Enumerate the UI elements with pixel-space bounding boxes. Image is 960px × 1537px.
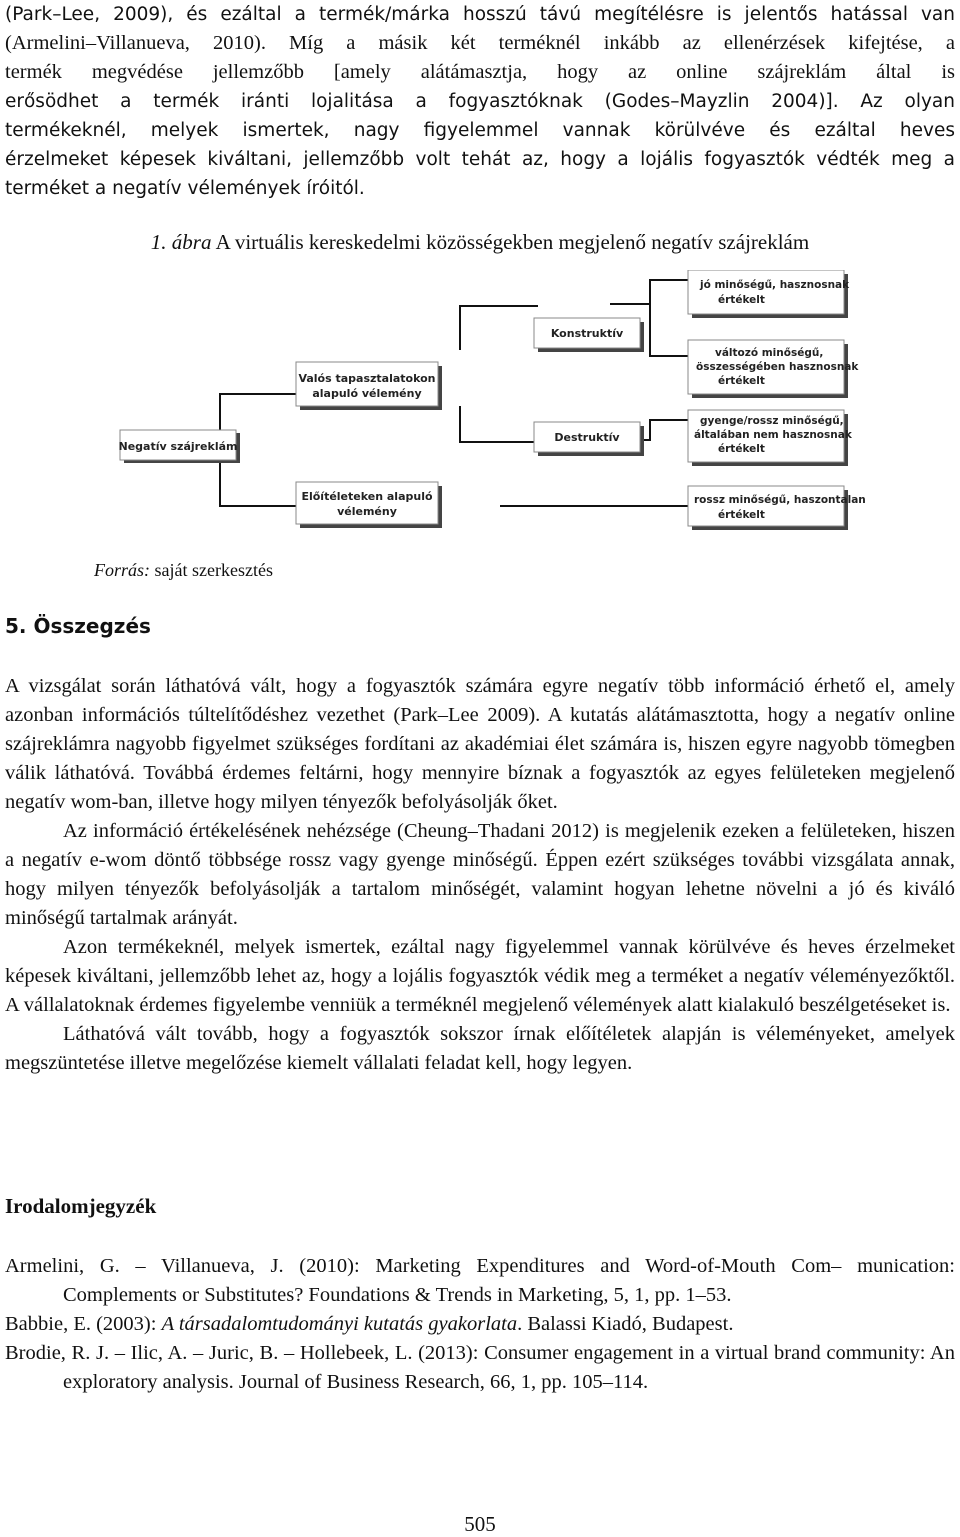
summary-paragraph: Az információ értékelésének nehézsége (Cheung–Thadani 2012) is megjelenik ezeken a felületeken, hiszen a negatív e-wom döntő többsége rossz vagy gyenge minőségű. Éppen ezért szükséges további vizsgálata annak, hogy milyen tényezők befolyásolják a tartalom minőségét, valamint hogyan lehetne növelni a jó és kiváló minőségű tartalmak arányát. (5, 820, 955, 929)
figure-source-text: saját szerkesztés (154, 560, 273, 580)
node-leaf-bad-label: rossz minőségű, haszontalan (694, 494, 866, 506)
figure-diagram (90, 270, 870, 540)
intro-line: termék megvédése jellemzőbb [amely alátámasztja, hogy az online szájreklám által is (5, 61, 955, 83)
figure-source (94, 560, 273, 581)
reference-publisher: . Balassi Kiadó, Budapest. (517, 1313, 734, 1335)
node-destructive-label: Destruktív (554, 431, 620, 444)
intro-line: érzelmeket képesek kiváltani, jellemzőbb volt tehát az, hogy a lojális fogyasztók védték meg a (5, 149, 955, 170)
node-leaf-bad-label: értékelt (718, 509, 765, 521)
figure-source-label: Forrás: (94, 560, 151, 580)
node-leaf-good-label: értékelt (718, 294, 765, 306)
reference-title: A társadalomtudományi kutatás gyakorlata (161, 1313, 518, 1335)
summary-section (5, 672, 955, 1078)
node-leaf-weak-label: általában nem hasznosnak (694, 429, 852, 441)
summary-paragraph: A vizsgálat során láthatóvá vált, hogy a fogyasztók számára egyre negatív több információ érhető el, amely azonban információs túltelítődéshez vezethet (Park–Lee 2009). A kutatás alátámasztotta, hogy a negatív online szájreklámra nagyobb figyelmet szükséges fordítani az akadémiai élet számára is, hiszen egyre nagyobb tömegben válik láthatóvá. Továbbá érdemes feltárni, hogy mennyire bíznak a fogyasztók az egyes felületeken megjelenő negatív wom-ban, illetve hogy milyen tényezők befolyásolják őket. (5, 675, 955, 813)
node-prejudice-label: Előítéleteken alapuló (301, 490, 433, 503)
node-leaf-varied-label: változó minőségű, (715, 347, 824, 359)
section-heading-references: Irodalomjegyzék (5, 1194, 157, 1218)
intro-line: erősödhet a termék iránti lojalitása a fogyasztóknak (Godes–Mayzlin 2004)]. Az olyan (5, 91, 955, 112)
section-heading-summary: 5. Összegzés (5, 614, 151, 638)
figure-number: 1. ábra (150, 230, 212, 254)
page-number: 505 (464, 1512, 496, 1536)
node-real-opinion-label: alapuló vélemény (312, 387, 422, 400)
summary-paragraph: Azon termékeknél, melyek ismertek, ezáltal nagy figyelemmel vannak körülvéve és heves érzelmeket képesek kiváltani, jellemzőbb lehet az, hogy a lojális fogyasztók védik meg a terméket a negatív véleményezőktől. A vállalatoknak érdemes figyelembe venniük a terméknél megjelenő vélemények alatt kialakuló beszélgetéseket is. (5, 936, 955, 1016)
node-leaf-weak-label: gyenge/rossz minőségű, (700, 415, 844, 427)
node-prejudice-label: vélemény (337, 505, 397, 518)
node-leaf-bad (688, 486, 866, 530)
figure-caption (0, 228, 960, 256)
node-constructive-label: Konstruktív (550, 327, 624, 340)
node-leaf-good-label: jó minőségű, hasznosnak (700, 279, 850, 291)
node-real-opinion (296, 362, 442, 410)
reference-item: Armelini, G. – Villanueva, J. (2010): Marketing Expenditures and Word-of-Mouth Com– munication: Complements or Substitutes? Foundations & Trends in Marketing, 5, 1, pp. 1–53. (5, 1255, 955, 1306)
node-leaf-varied (688, 340, 859, 398)
intro-line: termékeknél, melyek ismertek, nagy figyelemmel vannak körülvéve és ezáltal heves (5, 120, 955, 141)
node-root-label: Negatív szájreklám (118, 440, 238, 453)
intro-line: (Park–Lee, 2009), és ezáltal a termék/márka hosszú távú megítélésre is jelentős hatással van (5, 4, 955, 25)
figure-title: A virtuális kereskedelmi közösségekben megjelenő negatív szájreklám (215, 230, 810, 254)
intro-line: (Armelini–Villanueva, 2010). Míg a másik két terméknél inkább az ellenérzések kifejtése, a (5, 32, 955, 54)
node-destructive (534, 422, 644, 456)
node-leaf-good (688, 270, 850, 318)
node-prejudice-opinion (296, 482, 442, 528)
intro-line: terméket a negatív vélemények íróitól. (5, 178, 365, 199)
node-leaf-weak (688, 410, 853, 466)
node-leaf-varied-label: értékelt (718, 375, 765, 387)
reference-list (5, 1252, 955, 1397)
node-root (119, 430, 241, 463)
summary-paragraph: Láthatóvá vált tovább, hogy a fogyasztók sokszor írnak előítéletek alapján is véleményeket, amelyek megszüntetése illetve megelőzése kiemelt vállalati feladat kell, hogy legyen. (5, 1023, 955, 1074)
reference-item: Brodie, R. J. – Ilic, A. – Juric, B. – Hollebeek, L. (2013): Consumer engagement in a virtual brand community: An exploratory analysis. Journal of Business Research, 66, 1, pp. 105–114. (5, 1342, 955, 1393)
reference-author: Babbie, E. (2003): (5, 1313, 162, 1335)
node-constructive (534, 318, 644, 352)
node-real-opinion-label: Valós tapasztalatokon (298, 372, 436, 385)
node-leaf-varied-label: összességében hasznosnak (696, 361, 859, 373)
node-leaf-weak-label: értékelt (718, 443, 765, 455)
reference-item (5, 1310, 955, 1339)
